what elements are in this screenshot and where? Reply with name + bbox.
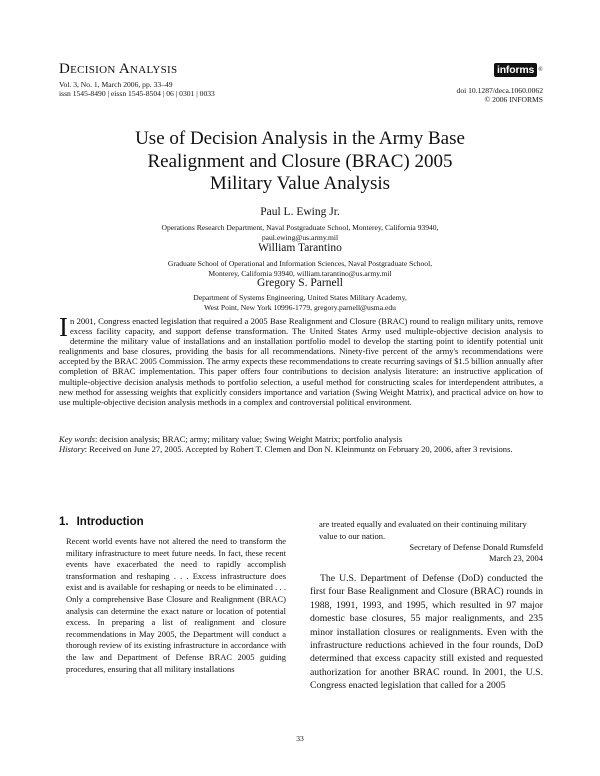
history-label: History (59, 444, 85, 455)
affil-line: Department of Systems Engineering, United States Military Academy, (193, 293, 407, 302)
history (59, 444, 543, 454)
informs-logo: informs ® (494, 62, 544, 78)
issn-info: issn 1545-8490 | eissn 1545-8504 | 06 | 0301 | 0033 (59, 89, 215, 98)
abstract-text: n 2001, Congress enacted legislation that required a 2005 Base Realignment and Closure (BRAC) round to realign military units, remove excess facility capacity, and support defense transformation. The United States Army used multiple-objective decision analysis to determine the military value of installations and an installation portfolio model to develop the starting point to identify potential unit realignments and base closures, providing the basis for all recommendations. Ninety-five percent of the army's recommendations were accepted by the BRAC 2005 Commission. The army expects these recommendations to create recurring savings of $1.5 billion annually after completion of BRAC implementation. This paper offers four contributions to decision analysis literature: an instructive application of multiple-objective decision analysis methods to portfolio selection, a useful method for constructing scales for interdependent attributes, a new method for assessing weights that explicitly considers importance and variation (Swing Weight Matrix), and practical advice on how to use multiple-objective decision analysis methods in a complex and controversial political environment. (59, 316, 543, 407)
keywords (59, 434, 543, 444)
quote-attribution: Secretary of Defense Donald Rumsfeld (409, 542, 543, 552)
keywords-history (59, 434, 543, 454)
epigraph-quote: Recent world events have not altered the need to transform the military infrastructure to meet future needs. In fact, these recent events have exacerbated the need to rapidly accomplish transformation and reshaping . . . Excess infrastructure does exist and is available for reshaping or needs to be eliminated . . . Only a comprehensive Base Closure and Realignment (BRAC) analysis can determine the exact nature or location of potential excess. In preparing a list of realignment and closure recommendations in May 2005, the Department will conduct a thorough review of its existing infrastructure in accordance with the law and Department of Defense BRAC 2005 guiding procedures, ensuring that all military installations (66, 536, 286, 674)
title-line: Use of Decision Analysis in the Army Base (135, 128, 465, 149)
affil-line: Operations Research Department, Naval Postgraduate School, Monterey, California 93940, (161, 223, 439, 232)
author-affiliation (130, 293, 470, 312)
author-name: Paul L. Ewing Jr. (260, 206, 340, 218)
affil-line: West Point, New York 10996-1779, gregory.parnell@usma.edu (204, 302, 396, 312)
quote-date: March 23, 2004 (488, 553, 543, 563)
abstract (59, 312, 543, 407)
section-number: 1. (59, 516, 69, 528)
title-line: Realignment and Closure (BRAC) 2005 (147, 150, 453, 172)
volume-info: Vol. 3, No. 1, March 2006, pp. 33–49 (59, 80, 173, 89)
author-name: Gregory S. Parnell (257, 277, 343, 289)
section-heading (59, 516, 144, 528)
copyright: © 2006 INFORMS (484, 95, 543, 104)
affil-line: Graduate School of Operational and Information Sciences, Naval Postgraduate School, (167, 259, 433, 268)
doi: doi 10.1287/deca.1060.0062 (456, 86, 543, 95)
title-line: Military Value Analysis (209, 173, 391, 194)
section-title: Introduction (76, 516, 144, 528)
author-name: William Tarantino (258, 242, 342, 254)
dropcap: I (59, 312, 68, 342)
body-paragraph: The U.S. Department of Defense (DoD) conducted the first four Base Realignment and Closure (BRAC) rounds in 1988, 1991, 1993, and 1995, which resulted in 97 major domestic base closures, 55 major realignments, and 235 minor installation closures or realignments. Even with the infrastructure reductions achieved in the four rounds, DoD determined that excess capacity still existed and requested authorization for another BRAC round. In 2001, the U.S. Congress enacted legislation that called for a 2005 (310, 573, 543, 692)
author-affiliation (130, 223, 470, 242)
keywords-text: : decision analysis; BRAC; army; military value; Swing Weight Matrix; portfolio analysis (95, 434, 403, 444)
history-text: : Received on June 27, 2005. Accepted by Robert T. Clemen and Don N. Kleinmuntz on February 20, 2006, after 3 revisions. (84, 444, 513, 455)
author-affiliation (130, 259, 470, 278)
affil-line: Monterey, California 93940, william.tarantino@us.army.mil (208, 268, 392, 278)
affil-line: paul.ewing@us.army.mil (261, 232, 339, 242)
page-number: 33 (296, 734, 304, 743)
journal-name: Decision Analysis (59, 61, 178, 77)
epigraph-quote-continued: are treated equally and evaluated on their continuing military value to our nation. (319, 519, 527, 541)
keywords-label: Key words (59, 434, 96, 444)
informs-logo-text: informs (494, 63, 537, 77)
article-title (60, 128, 540, 196)
